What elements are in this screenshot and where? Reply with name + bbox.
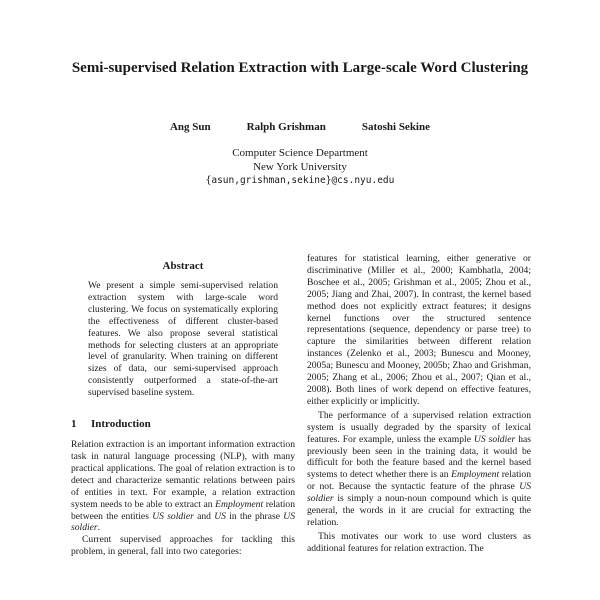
abstract-heading: Abstract: [162, 260, 204, 272]
paper-title: Semi-supervised Relation Extraction with Large-scale Word Clustering: [71, 60, 529, 76]
section-title: Introduction: [91, 418, 151, 431]
right-column: [307, 253, 531, 555]
intro-paragraph-1: Relation extraction is an important information extraction task in natural language processing (NLP), with many practical applications. The goal of relation extraction is to detect and characterize semantic relations between pairs of entities in text. For example, a relation extraction system needs to be able to extract an Employment relation between the entities US soldier and US in the phrase US soldier.: [71, 439, 295, 534]
body-paragraph-2: The performance of a supervised relation extraction system is usually degraded by the sparsity of lexical features. For example, unless the example US soldier has previously been seen in the training data, it would be difficult for both the feature based and the kernel based systems to detect whether there is an Employment relation or not. Because the syntactic feature of the phrase US soldier is simply a noun-noun compound which is quite general, the words in it are crucial for extracting the relation.: [307, 409, 532, 528]
body-paragraph-1: features for statistical learning, either generative or discriminative (Miller et al., 2000; Kambhatla, 2004; Boschee et al., 2005; Grishman et al., 2005; Zhou et al., 2005; Jiang and Zhai, 2007). In contrast, the kernel based method does not explicitly extract features; it designs kernel functions over the structured sentence representations (sequence, dependency or parse tree) to capture the similarities between different relation instances (Zelenko et al., 2003; Bunescu and Mooney, 2005a; Bunescu and Mooney, 2005b; Zhao and Grishman, 2005; Zhang et al., 2006; Zhou et al., 2007; Qian et al., 2008). Both lines of work depend on effective features, either explicitly or implicitly.: [307, 253, 531, 407]
section-heading: [71, 418, 295, 430]
university: New York University: [253, 161, 347, 173]
section-number: 1: [71, 418, 77, 431]
affiliation: [0, 146, 600, 188]
abstract-text: We present a simple semi-supervised relation extraction system with large-scale word clustering. We focus on systematically exploring the effectiveness of different cluster-based features. We also propose several statistical methods for selecting clusters at an appropriate level of granularity. When training on different sizes of data, our semi-supervised approach consistently outperformed a state-of-the-art supervised baseline system.: [88, 280, 278, 399]
author-name: Satoshi Sekine: [361, 121, 430, 133]
intro-paragraph-2: Current supervised approaches for tackling this problem, in general, fall into two categories:: [71, 534, 295, 558]
author-list: [0, 121, 600, 133]
left-column: [71, 260, 295, 558]
author-name: Ralph Grishman: [246, 121, 326, 133]
department: Computer Science Department: [232, 147, 368, 159]
author-name: Ang Sun: [169, 121, 211, 133]
body-paragraph-3: This motivates our work to use word clusters as additional features for relation extraction. The: [307, 530, 531, 554]
email-address: {asun,grishman,sekine}@cs.nyu.edu: [205, 175, 395, 186]
